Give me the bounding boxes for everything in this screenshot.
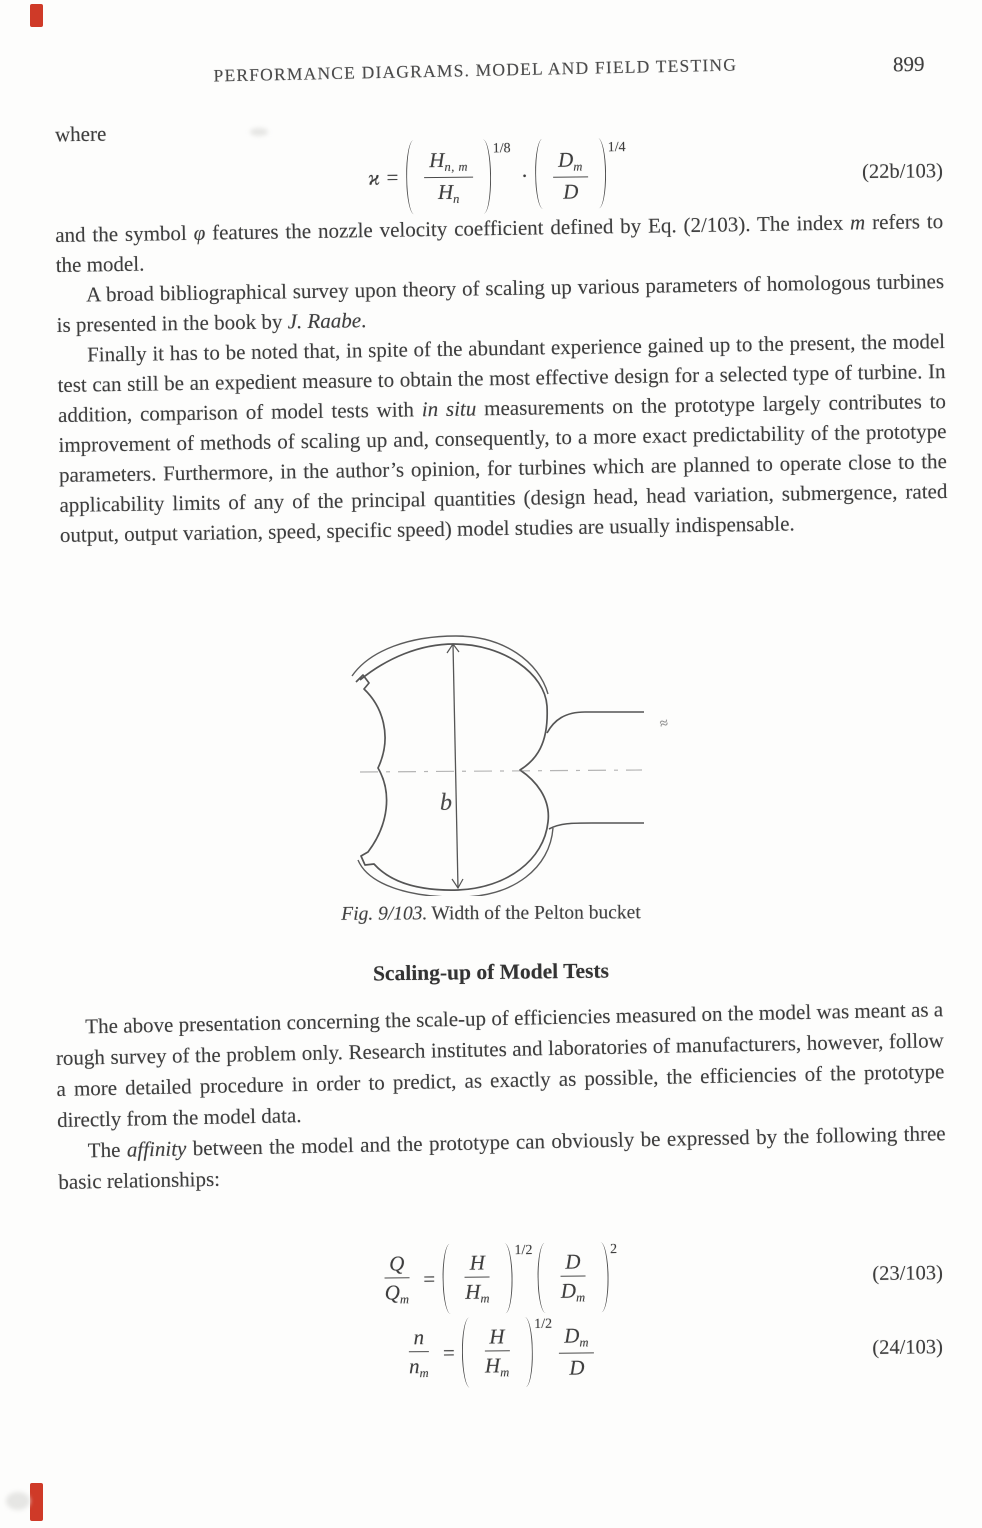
- close-paren: [498, 1243, 513, 1313]
- equation-22b: [368, 136, 631, 217]
- dimension-label-b: b: [440, 790, 452, 816]
- scan-squiggle-artifact: ≈: [658, 715, 670, 733]
- exponent: 1/2: [514, 1242, 533, 1259]
- paragraph: Finally it has to be noted that, in spite of the abundant experience gained up to the present, the model test can still be an expedient measure to obtain the most effective design for a selected type of turbine. In addition, comparison of model tests with in situ measurements on the prototype largely contributes to improvement of methods of scaling up and, consequently, to a more exact predictability of the prototype parameters. Furthermore, in the author’s opinion, for turbines which are planned to operate close to the applicability limits of any of the principal quantities (design head, head variation, submergence, rated output, output variation, speed, specific speed) model studies are usually indispensable.: [57, 329, 948, 547]
- close-paren: [477, 139, 492, 213]
- fraction-Dm-D: $\frac{D_m}{D}$: [559, 1321, 594, 1381]
- exponent: 1/8: [492, 141, 511, 157]
- equation-number: (24/103): [872, 1336, 944, 1359]
- body-text-bottom: [55, 994, 947, 1198]
- scan-smudge: [6, 1492, 30, 1510]
- equation-number: (23/103): [872, 1262, 944, 1285]
- fraction-H-Hm: $\frac{H}{H_m}$: [460, 1248, 495, 1308]
- equation-23: [376, 1240, 622, 1317]
- fraction-H-Hm: $\frac{H}{H_m}$: [479, 1322, 514, 1382]
- figure-caption-text: Width of the Pelton bucket: [431, 902, 641, 925]
- equation-24: [401, 1314, 598, 1390]
- fraction-D-Dm: $\frac{D}{D_m}$: [555, 1247, 590, 1307]
- equation-row-24: [55, 1303, 944, 1402]
- close-paren: [592, 138, 607, 208]
- equals-sign: =: [442, 1340, 455, 1365]
- open-paren: [535, 139, 550, 209]
- paragraph: The above presentation concerning the scale-up of efficiencies measured on the model was meant as a rough survey of the problem only. Research institutes and laboratories of manufacturers, however, follow a more detailed procedure in order to predict, as exactly as possible, the efficiencies of the prototype directly from the model data.: [55, 997, 945, 1132]
- figure-caption-label: Fig. 9/103.: [341, 903, 428, 925]
- red-scan-mark-bottom: [30, 1483, 43, 1521]
- close-paren: [518, 1317, 533, 1387]
- open-paren: [442, 1244, 457, 1314]
- equation-number: (22b/103): [861, 160, 944, 184]
- pelton-bucket-drawing: [292, 632, 648, 896]
- fraction-n-nm: $\frac{n}{n_m}$: [404, 1323, 435, 1383]
- multiplication-dot: ·: [520, 163, 529, 189]
- kappa-symbol: ϰ =: [367, 164, 400, 190]
- exponent: 2: [610, 1242, 618, 1258]
- open-paren: [461, 1318, 476, 1388]
- equals-sign: =: [423, 1266, 436, 1291]
- fraction-Dm-D: $\frac{D_m}{D}$: [553, 145, 588, 205]
- fraction-Hnm-Hn: $\frac{H_{n, m}}{H_n}$: [424, 145, 473, 208]
- body-text-top: [55, 206, 948, 550]
- paragraph: and the symbol φ features the nozzle velocity coefficient defined by Eq. (2/103). The index m refers to the model.: [55, 209, 944, 277]
- paragraph: A broad bibliographical survey upon theory of scaling up various parameters of homologous turbines is presented in the book by J. Raabe.: [56, 269, 945, 337]
- running-head: PERFORMANCE DIAGRAMS. MODEL AND FIELD TESTING: [213, 54, 738, 86]
- open-paren: [537, 1243, 552, 1313]
- figure-caption: [0, 900, 982, 927]
- close-paren: [594, 1242, 609, 1312]
- where-label: where: [54, 121, 107, 147]
- page-number: 899: [892, 51, 925, 77]
- open-paren: [406, 140, 421, 214]
- section-heading: Scaling-up of Model Tests: [372, 958, 610, 986]
- fraction-Q-Qm: $\frac{Q}{Q_m}$: [379, 1249, 414, 1309]
- red-scan-mark-top: [30, 4, 43, 27]
- exponent: 1/2: [534, 1316, 553, 1332]
- exponent: 1/4: [607, 140, 626, 156]
- pelton-bucket-figure: [292, 632, 648, 896]
- paragraph: The affinity between the model and the prototype can obviously be expressed by the following three basic relationships:: [58, 1121, 946, 1194]
